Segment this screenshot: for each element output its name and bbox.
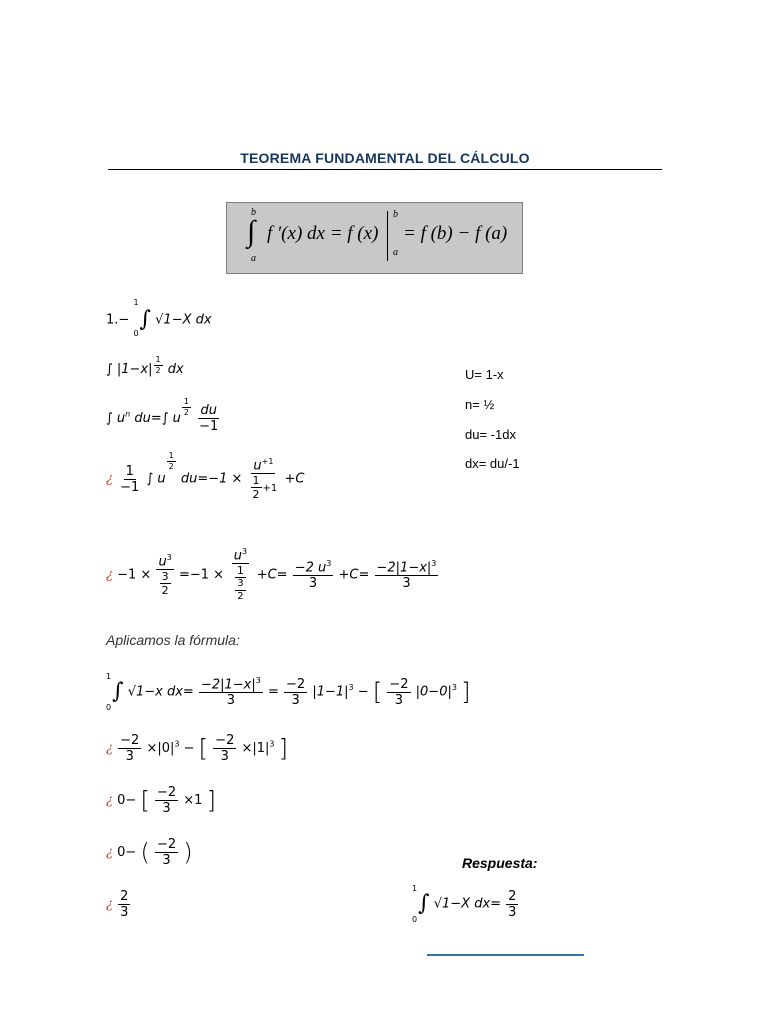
frac-num-exp: 3 xyxy=(326,559,332,568)
answer-integrand: √1−X dx= xyxy=(433,896,502,912)
step1-expr: ∫ |1−x| xyxy=(106,362,153,377)
answer-num: 2 xyxy=(508,888,517,904)
frac-num-exp: 3 xyxy=(255,675,261,685)
inner-num: 1 xyxy=(236,564,244,578)
frac-den: 3 xyxy=(402,576,411,592)
frac-num: −2 xyxy=(156,837,177,852)
substitution-dx: dx= du/-1 xyxy=(465,456,520,471)
bracket-right: ] xyxy=(278,734,289,763)
inner-den-2: 2 xyxy=(237,591,244,603)
problem-lower: 0 xyxy=(133,329,139,338)
result-line-2 xyxy=(106,786,216,815)
line1-minus: − xyxy=(183,741,195,756)
problem-statement xyxy=(106,300,212,340)
bracket-right: ] xyxy=(461,678,471,706)
line2-symbol: ¿ xyxy=(106,793,113,808)
line1-symbol: ¿ xyxy=(106,741,113,756)
result-line-1 xyxy=(106,734,288,763)
line1-exp-b: 3 xyxy=(269,739,275,749)
step-3 xyxy=(106,451,305,502)
integral-sign: ∫ xyxy=(112,679,124,704)
answer-underline xyxy=(427,954,584,956)
formula-upper-limit: b xyxy=(251,207,256,218)
apply-mid-exp: 3 xyxy=(348,683,354,693)
exponent-num: 1 xyxy=(155,355,161,364)
bracket-left: [ xyxy=(372,678,383,706)
frac-num: −2 xyxy=(120,733,140,748)
integral-sign: ∫ xyxy=(247,215,256,248)
step4-plus-c1: +C= xyxy=(256,567,288,583)
step4-eq: =−1 × xyxy=(178,567,225,583)
apply-eq: = xyxy=(267,684,279,700)
apply-lower: 0 xyxy=(106,703,112,712)
answer-upper: 1 xyxy=(412,884,418,893)
formula-integrand: f ′(x) dx = f (x) xyxy=(267,223,379,244)
step-2 xyxy=(106,397,221,434)
formula-result: = f (b) − f (a) xyxy=(403,223,508,244)
frac-num-exp: 3 xyxy=(431,559,437,568)
inner-plus-one: +1 xyxy=(262,483,278,495)
answer-label: Respuesta: xyxy=(462,855,538,871)
step3-du: du=−1 × xyxy=(180,471,243,487)
step2-u: ∫ u xyxy=(106,411,126,426)
frac-num: −2 xyxy=(389,676,409,692)
frac-num-exp: +1 xyxy=(261,457,274,466)
substitution-u: U= 1-x xyxy=(465,367,504,382)
apply-inner-exp: 3 xyxy=(451,683,457,693)
result-line-3 xyxy=(106,838,193,867)
exponent-den: 2 xyxy=(168,462,174,471)
inner-den: 2 xyxy=(161,584,169,598)
frac-num: −2 xyxy=(156,785,177,800)
exponent-den: 2 xyxy=(155,366,161,375)
step3-symbol: ¿ xyxy=(106,471,113,487)
apply-upper: 1 xyxy=(106,672,112,681)
frac-num-exp: 3 xyxy=(241,547,248,556)
frac-den: 3 xyxy=(125,749,134,764)
frac-num-u: u xyxy=(253,458,262,474)
frac-den: 3 xyxy=(220,749,229,764)
frac-num-u: u xyxy=(233,548,242,564)
substitution-n: n= ½ xyxy=(465,397,495,412)
step2-du-eq: du=∫ u xyxy=(134,411,181,426)
frac-den: 3 xyxy=(308,576,318,592)
integral-sign: ∫ xyxy=(139,307,151,332)
frac-num: −2 xyxy=(286,676,306,692)
step3-plus-c: +C xyxy=(284,471,305,487)
apply-inner: |0−0| xyxy=(415,684,452,700)
step2-n: n xyxy=(125,409,131,419)
title-underline xyxy=(108,169,662,170)
line4-symbol: ¿ xyxy=(106,897,113,912)
apply-lhs: √1−x dx= xyxy=(127,684,194,700)
problem-upper: 1 xyxy=(133,298,139,307)
substitution-du: du= -1dx xyxy=(465,427,516,442)
line3-text: 0− xyxy=(117,845,137,860)
line1-b: ×|1| xyxy=(241,741,270,756)
frac-num: −2 u xyxy=(294,560,327,576)
frac-num: −2|1−x| xyxy=(200,677,256,693)
inner-den: 2 xyxy=(252,488,260,502)
exponent-den: 2 xyxy=(183,408,189,417)
apply-line xyxy=(106,672,470,712)
frac-num: −2|1−x| xyxy=(376,560,432,576)
step-4 xyxy=(106,548,439,602)
inner-num: 3 xyxy=(161,570,169,584)
problem-label: 1.− xyxy=(106,312,130,328)
integral-sign: ∫ xyxy=(418,891,430,916)
page-title: TEOREMA FUNDAMENTAL DEL CÁLCULO xyxy=(240,150,530,166)
frac-num: du xyxy=(200,403,217,418)
frac-den: 3 xyxy=(162,801,171,816)
frac-num-u: u xyxy=(158,554,167,570)
eval-bar xyxy=(387,211,388,261)
line3-symbol: ¿ xyxy=(106,845,113,860)
frac-num: 1 xyxy=(125,463,134,479)
paren-right: ) xyxy=(183,838,193,867)
step1-dx: dx xyxy=(167,362,184,377)
line2-tail: ×1 xyxy=(183,793,203,808)
line2-text: 0− xyxy=(117,793,137,808)
bracket-right: ] xyxy=(206,786,216,815)
step-1 xyxy=(106,355,184,381)
step3-int: ∫ u xyxy=(146,471,166,487)
eval-lower-limit: a xyxy=(393,247,398,258)
step4-symbol: ¿ xyxy=(106,567,113,583)
apply-formula-heading: Aplicamos la fórmula: xyxy=(106,632,240,648)
frac-den: −1 xyxy=(199,419,219,434)
paren-left: ( xyxy=(140,838,150,867)
answer-expression xyxy=(412,884,519,924)
frac-num-exp: 3 xyxy=(166,553,172,562)
theorem-formula-box xyxy=(226,202,523,274)
result-line-4 xyxy=(106,890,131,919)
answer-lower: 0 xyxy=(412,915,418,924)
frac-num: −2 xyxy=(215,733,235,748)
bracket-left: [ xyxy=(140,786,150,815)
eval-upper-limit: b xyxy=(393,209,398,220)
frac-den: −1 xyxy=(120,479,140,495)
exponent-num: 1 xyxy=(168,451,174,460)
problem-integrand: √1−X dx xyxy=(155,312,212,328)
inner-num: 1 xyxy=(252,474,260,488)
step4-plus-c2: +C= xyxy=(338,567,370,583)
step4-times: −1 × xyxy=(117,567,152,583)
frac-den: 3 xyxy=(291,692,300,708)
frac-num: 2 xyxy=(120,889,129,904)
apply-mid: |1−1| xyxy=(312,684,349,700)
frac-den: 3 xyxy=(162,853,171,868)
answer-den: 3 xyxy=(508,904,517,920)
exponent-num: 1 xyxy=(183,397,189,406)
frac-den: 3 xyxy=(394,692,404,708)
bracket-left: [ xyxy=(198,734,209,763)
apply-minus: − xyxy=(357,684,369,700)
inner-num-3: 3 xyxy=(237,578,244,590)
line1-a: ×|0| xyxy=(146,741,175,756)
line1-exp: 3 xyxy=(174,739,180,749)
frac-den: 3 xyxy=(120,905,129,920)
frac-den: 3 xyxy=(226,693,236,709)
formula-lower-limit: a xyxy=(251,253,256,264)
